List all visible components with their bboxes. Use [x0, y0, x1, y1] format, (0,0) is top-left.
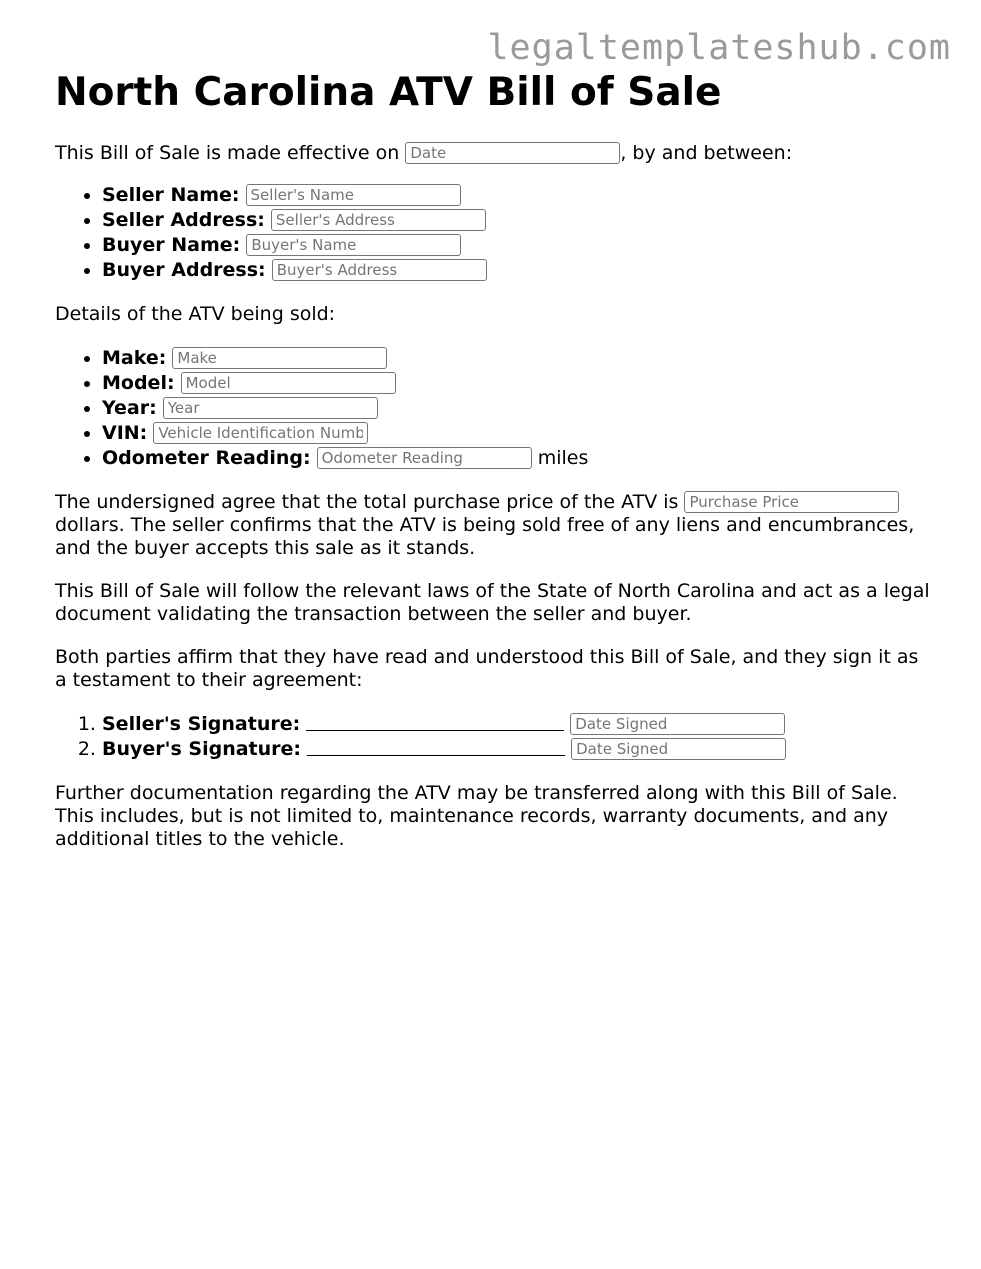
- year-label: Year:: [102, 397, 157, 419]
- odometer-input[interactable]: [317, 447, 532, 469]
- effective-date-input[interactable]: [405, 142, 620, 164]
- buyer-address-input[interactable]: [272, 259, 487, 281]
- buyer-signature-label: Buyer's Signature:: [102, 738, 301, 760]
- vin-input[interactable]: [153, 422, 368, 444]
- list-item: [102, 346, 935, 371]
- list-item: [102, 396, 935, 421]
- list-item: [102, 208, 935, 233]
- list-item: [102, 712, 935, 737]
- odometer-unit: miles: [537, 447, 589, 469]
- further-paragraph: Further documentation regarding the ATV may be transferred along with this Bill of Sale. This includes, but is not limited to, maintenance records, warranty documents, and any additional titles to the vehicle.: [55, 782, 898, 850]
- atv-details-list: [55, 346, 935, 471]
- list-item: [102, 421, 935, 446]
- model-input[interactable]: [181, 372, 396, 394]
- page-title: North Carolina ATV Bill of Sale: [55, 70, 722, 115]
- seller-address-input[interactable]: [271, 209, 486, 231]
- year-input[interactable]: [163, 397, 378, 419]
- intro-text: This Bill of Sale is made effective on: [55, 142, 400, 164]
- purchase-price-input[interactable]: [684, 491, 899, 513]
- odometer-label: Odometer Reading:: [102, 447, 311, 469]
- price-text-before: The undersigned agree that the total purchase price of the ATV is: [55, 491, 679, 513]
- model-label: Model:: [102, 372, 175, 394]
- watermark: legaltemplateshub.com: [487, 28, 951, 68]
- buyer-name-label: Buyer Name:: [102, 234, 241, 256]
- details-heading: Details of the ATV being sold:: [55, 303, 336, 325]
- list-item: [102, 737, 935, 762]
- list-item: [102, 371, 935, 396]
- law-paragraph: This Bill of Sale will follow the relevant laws of the State of North Carolina and act as a legal document validating the transaction between the seller and buyer.: [55, 580, 930, 625]
- seller-signature-label: Seller's Signature:: [102, 713, 301, 735]
- vin-label: VIN:: [102, 422, 148, 444]
- seller-signature-line[interactable]: [306, 714, 564, 731]
- buyer-date-signed-input[interactable]: [571, 738, 786, 760]
- buyer-signature-line[interactable]: [307, 739, 565, 756]
- signature-list: [55, 712, 935, 762]
- seller-address-label: Seller Address:: [102, 209, 265, 231]
- seller-name-input[interactable]: [246, 184, 461, 206]
- intro-text-after: , by and between:: [620, 142, 793, 164]
- buyer-name-input[interactable]: [246, 234, 461, 256]
- intro-paragraph: [55, 142, 935, 165]
- seller-name-label: Seller Name:: [102, 184, 240, 206]
- document: [55, 70, 935, 871]
- affirm-paragraph: Both parties affirm that they have read and understood this Bill of Sale, and they sign it as a testament to their agreement:: [55, 646, 919, 691]
- price-text-after: dollars. The seller confirms that the ATV is being sold free of any liens and encumbrances, and the buyer accepts this sale as it stands.: [55, 514, 915, 559]
- make-label: Make:: [102, 347, 167, 369]
- price-paragraph: [55, 491, 935, 560]
- list-item: [102, 183, 935, 208]
- make-input[interactable]: [172, 347, 387, 369]
- list-item: [102, 258, 935, 283]
- parties-list: [55, 183, 935, 283]
- buyer-address-label: Buyer Address:: [102, 259, 266, 281]
- list-item: [102, 233, 935, 258]
- seller-date-signed-input[interactable]: [570, 713, 785, 735]
- list-item: [102, 446, 935, 471]
